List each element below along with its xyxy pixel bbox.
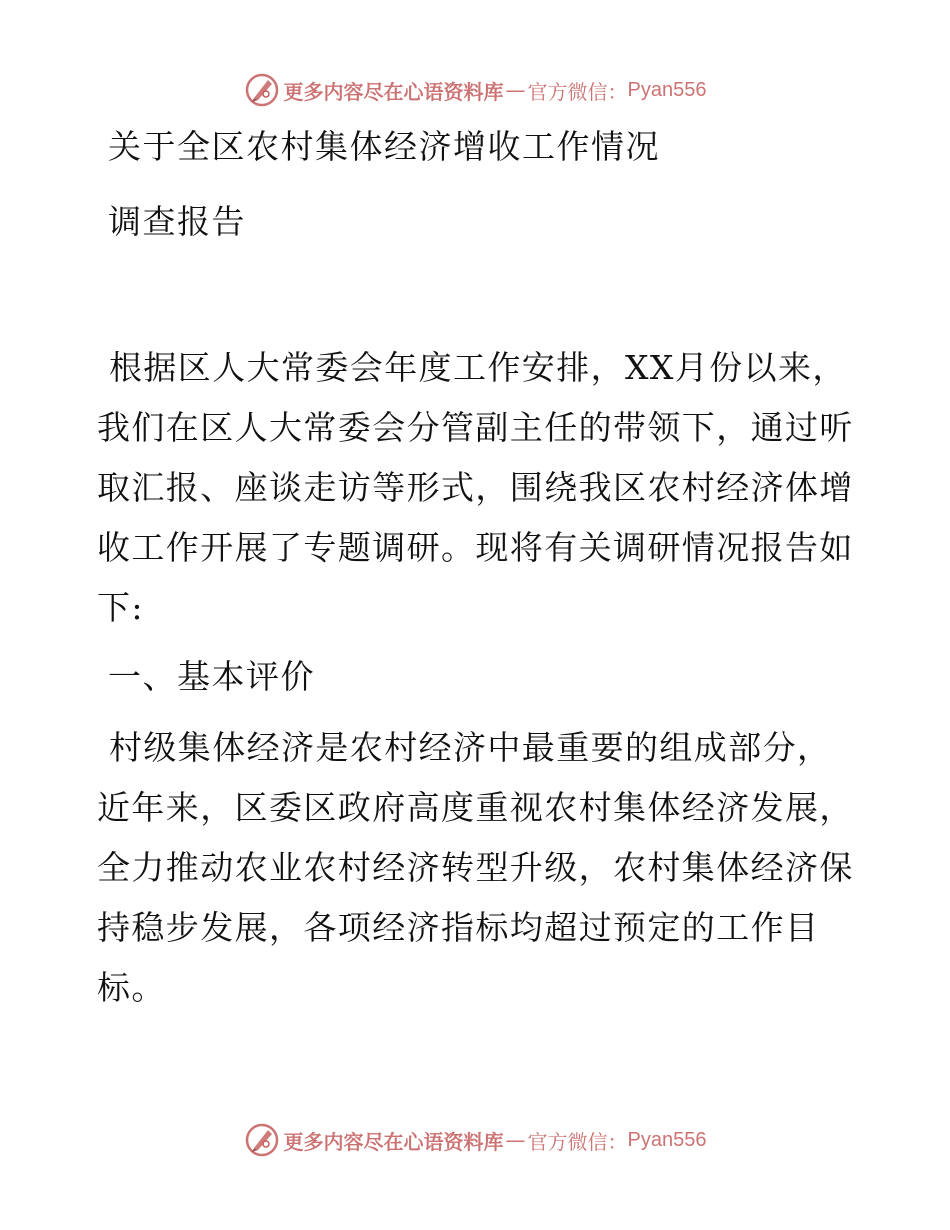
document-title-line-2: 调查报告: [108, 202, 246, 241]
intro-paragraph: 根据区人大常委会年度工作安排，XX月份以来，我们在区人大常委会分管副主任的带领下，通过听取汇报、座谈走访等形式，围绕我区农村经济体增收工作开展了专题调研。现将有关调研情况报告如下:: [97, 348, 854, 627]
document-title-line-1: 关于全区农村集体经济增收工作情况: [108, 127, 660, 166]
watermark-wechat-id: Pyan556: [627, 78, 707, 101]
watermark-separator: —: [505, 1128, 526, 1152]
watermark-official-text: 官方微信：: [527, 1129, 628, 1154]
watermark-header: [0, 70, 950, 110]
watermark-wechat-id: Pyan556: [627, 1128, 707, 1151]
watermark-separator: —: [505, 78, 526, 102]
pen-logo-icon: [244, 72, 280, 108]
section-heading-basic-evaluation: 一、基本评价: [108, 657, 315, 696]
pen-logo-icon: [244, 1122, 280, 1158]
watermark-official-text: 官方微信：: [527, 79, 628, 104]
section-paragraph-basic-evaluation: 村级集体经济是农村经济中最重要的组成部分，近年来，区委区政府高度重视农村集体经济发展，全力推动农业农村经济转型升级，农村集体经济保持稳步发展，各项经济指标均超过预定的工作目标。: [97, 728, 854, 1007]
watermark-footer: [0, 1120, 950, 1160]
watermark-brand-text: 更多内容尽在心语资料库: [283, 79, 504, 104]
watermark-brand-text: 更多内容尽在心语资料库: [283, 1129, 504, 1154]
